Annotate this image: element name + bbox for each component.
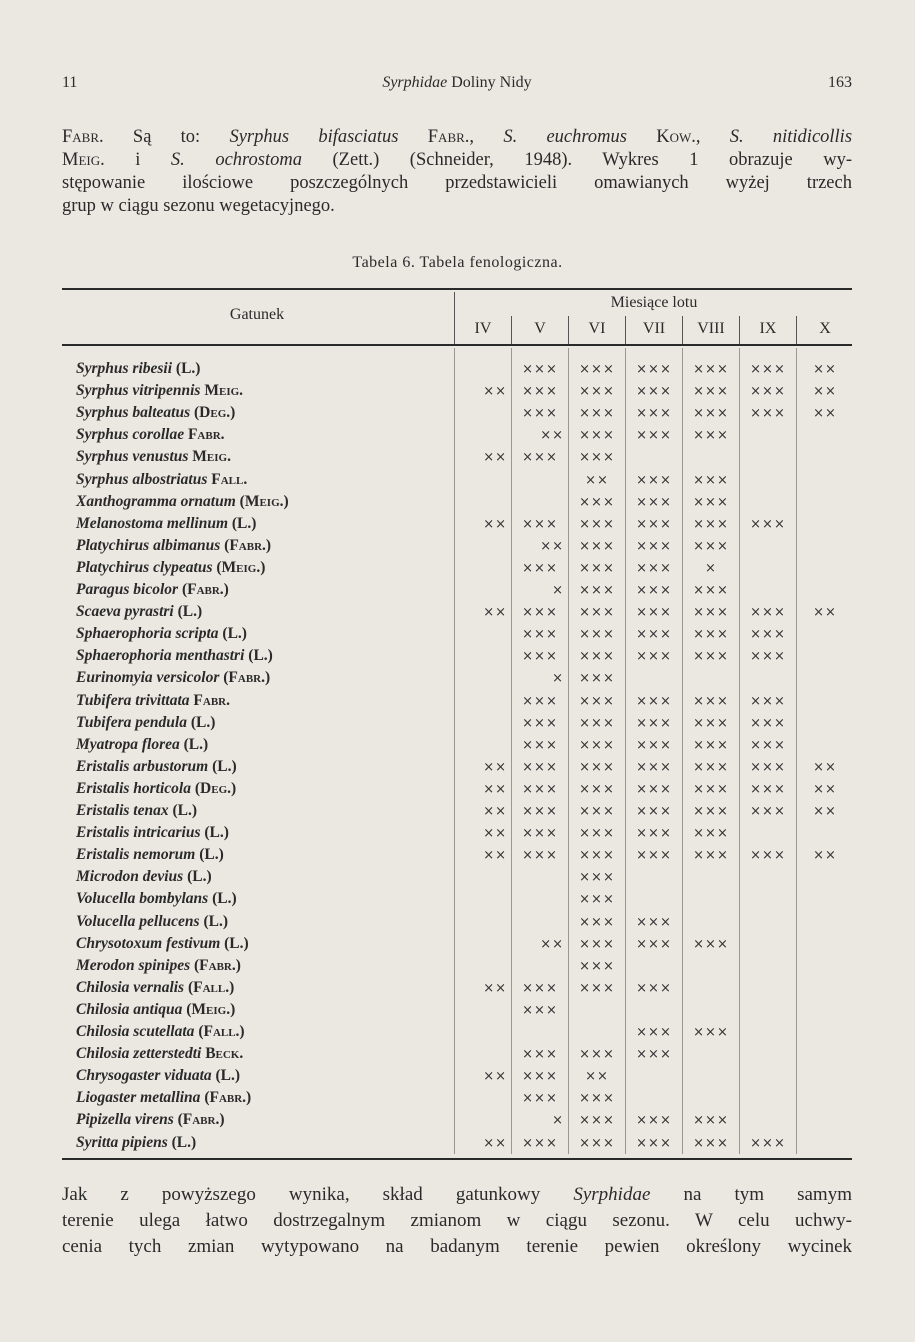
occurrence-mark: ×× xyxy=(483,1135,507,1151)
occurrence-mark: ×× xyxy=(813,362,837,377)
occurrence-mark: ××× xyxy=(579,958,615,974)
occurrence-mark: ×× xyxy=(813,759,837,775)
occurrence-mark: ××× xyxy=(636,1047,672,1063)
occurrence-mark: ××× xyxy=(693,1113,729,1129)
species-binomial: Platychirus clypeatus xyxy=(76,558,213,576)
page-number-left: 11 xyxy=(62,74,78,91)
species-author: Beck. xyxy=(205,1045,244,1063)
occurrence-mark: ××× xyxy=(579,560,615,576)
species-author: (L.) xyxy=(171,1133,197,1151)
outro-line-3: cenia tych zmian wytypowano na badanym terenie pewien określony wycinek xyxy=(62,1236,852,1257)
occurrence-mark: ××× xyxy=(693,781,729,797)
occurrence-mark: ××× xyxy=(579,671,615,687)
occurrence-mark: ××× xyxy=(522,560,558,576)
occurrence-mark: ××× xyxy=(522,362,558,377)
occurrence-mark: ××× xyxy=(579,980,615,996)
occurrence-mark: ××× xyxy=(693,848,729,864)
occurrence-mark: ××× xyxy=(636,494,672,510)
occurrence-mark: ××× xyxy=(579,804,615,819)
species-binomial: Syrphus albostriatus xyxy=(76,470,208,488)
occurrence-mark: ××× xyxy=(693,804,729,819)
occurrence-mark: ××× xyxy=(579,1113,615,1129)
occurrence-mark: ××× xyxy=(636,627,672,643)
occurrence-mark: ×× xyxy=(540,936,564,952)
species-name xyxy=(76,1023,245,1041)
intro-paragraph xyxy=(62,126,852,218)
occurrence-mark: ××× xyxy=(579,627,615,643)
species-binomial: Chrysotoxum festivum xyxy=(76,934,221,952)
species-author: (Meig.) xyxy=(239,492,289,510)
occurrence-mark: ××× xyxy=(579,362,615,377)
species-name xyxy=(76,935,249,953)
occurrence-mark: ××× xyxy=(636,759,672,775)
species-binomial: Eristalis arbustorum xyxy=(76,757,209,775)
occurrence-mark: ××× xyxy=(522,605,558,621)
occurrence-mark: ××× xyxy=(579,516,615,532)
occurrence-mark: ××× xyxy=(522,980,558,996)
occurrence-mark: ××× xyxy=(693,472,729,488)
occurrence-mark: ××× xyxy=(579,450,615,466)
occurrence-mark: ×× xyxy=(813,605,837,621)
month-header: VI xyxy=(588,320,606,337)
occurrence-mark: ××× xyxy=(750,1135,786,1151)
species-author: Meig. xyxy=(204,382,244,400)
occurrence-mark: ××× xyxy=(522,406,558,422)
occurrence-mark: × xyxy=(705,560,717,576)
running-header xyxy=(62,74,852,96)
species-name xyxy=(76,802,197,820)
species-name xyxy=(76,493,289,511)
occurrence-mark: ××× xyxy=(750,516,786,532)
occurrence-mark: ××× xyxy=(636,693,672,709)
occurrence-mark: ×× xyxy=(483,384,507,400)
occurrence-mark: × xyxy=(552,1113,564,1129)
occurrence-mark: ××× xyxy=(750,649,786,665)
occurrence-mark: ××× xyxy=(693,583,729,598)
species-binomial: Syrphus ribesii xyxy=(76,360,173,377)
occurrence-mark: ×× xyxy=(483,759,507,775)
occurrence-mark: ××× xyxy=(750,362,786,377)
species-author: (L.) xyxy=(175,360,201,377)
species-author: (L.) xyxy=(224,934,249,952)
species-binomial: Tubifera pendula xyxy=(76,713,187,731)
species-author: (L.) xyxy=(187,868,212,886)
occurrence-mark: ××× xyxy=(636,516,672,532)
species-name xyxy=(76,957,241,975)
occurrence-mark: ×× xyxy=(483,804,507,819)
occurrence-mark: × xyxy=(552,671,564,687)
occurrence-mark: ××× xyxy=(750,693,786,709)
occurrence-mark: ××× xyxy=(636,406,672,422)
species-name xyxy=(76,1089,251,1107)
species-author: Fabr. xyxy=(187,426,225,444)
occurrence-mark: × xyxy=(552,583,564,598)
occurrence-mark: ×× xyxy=(813,406,837,422)
species-name xyxy=(76,404,235,422)
occurrence-mark: ××× xyxy=(636,826,672,842)
occurrence-mark: ××× xyxy=(579,848,615,864)
month-header: VIII xyxy=(697,320,725,337)
species-binomial: Sphaerophoria scripta xyxy=(76,625,219,643)
occurrence-mark: ××× xyxy=(636,428,672,444)
species-name xyxy=(76,382,243,400)
species-name xyxy=(76,581,229,599)
outro-paragraph xyxy=(62,1182,852,1260)
occurrence-mark: ××× xyxy=(579,781,615,797)
occurrence-mark: ××× xyxy=(522,737,558,753)
species-binomial: Syrphus balteatus xyxy=(76,404,191,422)
occurrence-mark: ××× xyxy=(636,936,672,952)
occurrence-mark: ××× xyxy=(693,627,729,643)
species-name xyxy=(76,559,265,577)
occurrence-mark: ××× xyxy=(522,1047,558,1063)
occurrence-mark: ××× xyxy=(522,1135,558,1151)
outro-line-2: terenie ulega łatwo dostrzegalnym zmianom w ciągu sezonu. W celu uchwy- xyxy=(62,1210,852,1231)
species-binomial: Sphaerophoria menthastri xyxy=(76,647,245,665)
species-name xyxy=(76,515,256,533)
species-binomial: Xanthogramma ornatum xyxy=(76,492,236,510)
species-binomial: Volucella bombylans xyxy=(76,890,209,908)
occurrence-mark: ××× xyxy=(579,428,615,444)
species-author: (Fall.) xyxy=(198,1023,245,1040)
table-bottom-rule xyxy=(62,1158,852,1160)
occurrence-mark: ××× xyxy=(693,538,729,554)
occurrence-mark: ××× xyxy=(636,583,672,598)
occurrence-mark: ××× xyxy=(636,715,672,731)
occurrence-mark: ××× xyxy=(693,494,729,510)
occurrence-mark: ×× xyxy=(585,1069,609,1085)
species-author: (Meig.) xyxy=(186,1000,236,1018)
occurrence-mark: ××× xyxy=(636,848,672,864)
species-name xyxy=(76,669,270,687)
species-binomial: Volucella pellucens xyxy=(76,912,200,930)
species-name xyxy=(76,979,234,997)
occurrence-mark: ××× xyxy=(750,406,786,422)
species-binomial: Tubifera trivittata xyxy=(76,691,190,709)
species-author: Fabr. xyxy=(193,691,230,709)
species-binomial: Chilosia vernalis xyxy=(76,978,185,996)
month-header: X xyxy=(819,320,831,337)
occurrence-mark: ××× xyxy=(522,848,558,864)
occurrence-mark: ××× xyxy=(693,1135,729,1151)
occurrence-mark: ××× xyxy=(579,936,615,952)
occurrence-mark: ××× xyxy=(579,870,615,886)
occurrence-mark: ××× xyxy=(693,1025,729,1040)
species-author: Fall. xyxy=(211,470,248,488)
species-author: Meig. xyxy=(192,448,231,466)
occurrence-mark: ××× xyxy=(750,781,786,797)
occurrence-mark: ××× xyxy=(579,715,615,731)
species-column-header: Gatunek xyxy=(229,306,285,323)
species-author: (L.) xyxy=(222,625,247,643)
occurrence-mark: ××× xyxy=(693,384,729,400)
occurrence-mark: ××× xyxy=(750,605,786,621)
occurrence-mark: ××× xyxy=(579,1047,615,1063)
occurrence-mark: ××× xyxy=(522,781,558,797)
species-binomial: Scaeva pyrastri xyxy=(76,603,174,621)
running-title: Syrphidae Doliny Nidy xyxy=(382,74,532,91)
occurrence-mark: ××× xyxy=(579,1091,615,1107)
species-binomial: Eurinomyia versicolor xyxy=(76,669,220,687)
intro-line-2: Meig. i S. ochrostoma (Zett.) (Schneider, 1948). Wykres 1 obrazuje wy- xyxy=(62,150,852,170)
species-author: (L.) xyxy=(172,802,198,819)
species-binomial: Pipizella virens xyxy=(76,1111,174,1129)
species-binomial: Paragus bicolor xyxy=(76,581,179,598)
species-author: (Deg.) xyxy=(194,404,236,422)
species-name xyxy=(76,426,225,444)
occurrence-mark: ××× xyxy=(522,759,558,775)
occurrence-mark: ××× xyxy=(693,406,729,422)
occurrence-mark: ××× xyxy=(750,715,786,731)
species-author: (Fall.) xyxy=(187,978,235,996)
occurrence-mark: ××× xyxy=(750,737,786,753)
occurrence-mark: ×× xyxy=(483,1069,507,1085)
species-binomial: Eristalis intricarius xyxy=(76,824,201,842)
occurrence-mark: ××× xyxy=(693,759,729,775)
occurrence-mark: ××× xyxy=(693,715,729,731)
occurrence-mark: ××× xyxy=(522,1002,558,1018)
species-author: (L.) xyxy=(199,846,224,864)
occurrence-mark: ××× xyxy=(636,980,672,996)
month-column-divider xyxy=(454,348,455,1154)
page-number-right: 163 xyxy=(828,74,852,91)
occurrence-mark: ×× xyxy=(813,384,837,400)
occurrence-mark: ××× xyxy=(636,538,672,554)
species-name xyxy=(76,360,200,378)
species-name xyxy=(76,1111,225,1129)
species-name xyxy=(76,868,212,886)
species-binomial: Liogaster metallina xyxy=(76,1089,201,1107)
occurrence-mark: ××× xyxy=(522,826,558,842)
outro-line-1: Jak z powyższego wynika, skład gatunkowy Syrphidae na tym samym xyxy=(62,1184,852,1205)
occurrence-mark: ××× xyxy=(636,384,672,400)
occurrence-mark: ×× xyxy=(483,826,507,842)
species-binomial: Melanostoma mellinum xyxy=(76,514,229,532)
occurrence-mark: ×× xyxy=(813,848,837,864)
occurrence-mark: ××× xyxy=(522,649,558,665)
occurrence-mark: ××× xyxy=(636,649,672,665)
occurrence-mark: ××× xyxy=(636,1025,672,1040)
species-binomial: Chilosia scutellata xyxy=(76,1023,195,1040)
occurrence-mark: ××× xyxy=(636,605,672,621)
species-binomial: Microdon devius xyxy=(76,868,184,886)
occurrence-mark: ××× xyxy=(522,450,558,466)
occurrence-mark: ××× xyxy=(693,516,729,532)
occurrence-mark: ××× xyxy=(636,781,672,797)
occurrence-mark: ××× xyxy=(579,693,615,709)
occurrence-mark: ××× xyxy=(579,538,615,554)
table-caption: Tabela 6. Tabela fenologiczna. xyxy=(352,254,563,271)
occurrence-mark: ××× xyxy=(579,826,615,842)
occurrence-mark: ×× xyxy=(585,472,609,488)
species-binomial: Chrysogaster viduata xyxy=(76,1067,212,1085)
species-binomial: Eristalis horticola xyxy=(76,779,191,797)
species-name xyxy=(76,1134,196,1152)
species-name xyxy=(76,647,273,665)
occurrence-mark: ××× xyxy=(750,627,786,643)
species-name xyxy=(76,537,271,555)
species-author: (Deg.) xyxy=(194,779,237,797)
species-binomial: Syrphus corollae xyxy=(76,426,185,444)
occurrence-mark: ××× xyxy=(693,362,729,377)
month-header: V xyxy=(534,320,546,337)
intro-line-4: grup w ciągu sezonu wegetacyjnego. xyxy=(62,196,335,216)
months-column-header: Miesiące lotu xyxy=(610,294,698,311)
occurrence-mark: ××× xyxy=(522,715,558,731)
species-name xyxy=(76,846,224,864)
occurrence-mark: ××× xyxy=(693,428,729,444)
species-author: (L.) xyxy=(190,713,216,731)
occurrence-mark: ×× xyxy=(813,781,837,797)
species-binomial: Platychirus albimanus xyxy=(76,536,221,554)
occurrence-mark: ××× xyxy=(579,914,615,930)
occurrence-mark: ××× xyxy=(579,649,615,665)
occurrence-mark: ××× xyxy=(693,605,729,621)
occurrence-mark: ××× xyxy=(579,494,615,510)
species-name xyxy=(76,1001,235,1019)
species-name xyxy=(76,1067,240,1085)
occurrence-mark: ××× xyxy=(693,737,729,753)
table-header-rule xyxy=(62,344,852,346)
species-name xyxy=(76,780,236,798)
species-author: (L.) xyxy=(248,647,273,665)
species-author: (L.) xyxy=(212,890,237,908)
species-name xyxy=(76,448,231,466)
occurrence-mark: ××× xyxy=(522,804,558,819)
occurrence-mark: ××× xyxy=(693,826,729,842)
species-name xyxy=(76,471,247,489)
species-name xyxy=(76,603,202,621)
occurrence-mark: ××× xyxy=(579,583,615,598)
phenology-table xyxy=(62,288,852,1160)
species-binomial: Syrphus vitripennis xyxy=(76,382,201,400)
intro-line-1: Fabr. Są to: Syrphus bifasciatus Fabr., S. euchromus Kow., S. nitidicollis xyxy=(62,127,853,147)
occurrence-mark: ×× xyxy=(813,804,837,819)
species-author: (L.) xyxy=(183,735,209,753)
occurrence-mark: ××× xyxy=(579,892,615,908)
occurrence-mark: ××× xyxy=(636,804,672,819)
species-author: (L.) xyxy=(203,912,228,930)
species-name xyxy=(76,890,237,908)
species-name xyxy=(76,824,229,842)
occurrence-mark: ××× xyxy=(636,362,672,377)
table-top-rule xyxy=(62,288,852,290)
occurrence-mark: ××× xyxy=(636,1113,672,1129)
species-binomial: Chilosia antiqua xyxy=(76,1000,183,1018)
species-binomial: Syritta pipiens xyxy=(76,1133,168,1151)
species-name xyxy=(76,714,215,732)
species-name xyxy=(76,913,228,931)
species-author: (Fabr.) xyxy=(177,1111,225,1129)
species-author: (Fabr.) xyxy=(224,536,272,554)
occurrence-mark: ××× xyxy=(693,649,729,665)
occurrence-mark: ×× xyxy=(483,848,507,864)
occurrence-mark: ×× xyxy=(540,428,564,444)
occurrence-mark: ××× xyxy=(579,759,615,775)
species-name xyxy=(76,758,237,776)
species-binomial: Eristalis tenax xyxy=(76,802,169,819)
occurrence-mark: ××× xyxy=(750,384,786,400)
species-author: (L.) xyxy=(215,1067,241,1085)
month-column-divider xyxy=(796,348,797,1154)
occurrence-mark: ××× xyxy=(522,1091,558,1107)
occurrence-mark: ××× xyxy=(522,384,558,400)
species-binomial: Merodon spinipes xyxy=(76,956,191,974)
species-name xyxy=(76,625,247,643)
occurrence-mark: ××× xyxy=(522,693,558,709)
species-author: (L.) xyxy=(204,824,229,842)
occurrence-mark: ××× xyxy=(522,627,558,643)
occurrence-mark: ××× xyxy=(579,384,615,400)
occurrence-mark: ××× xyxy=(750,759,786,775)
species-author: (Meig.) xyxy=(216,558,266,576)
occurrence-mark: ×× xyxy=(483,605,507,621)
occurrence-mark: ××× xyxy=(636,737,672,753)
species-name xyxy=(76,692,230,710)
species-author: (L.) xyxy=(231,514,257,532)
occurrence-mark: ××× xyxy=(693,936,729,952)
occurrence-mark: ××× xyxy=(522,516,558,532)
species-binomial: Eristalis nemorum xyxy=(76,846,196,864)
occurrence-mark: ××× xyxy=(636,1135,672,1151)
intro-line-3: stępowanie ilościowe poszczególnych przedstawicieli omawianych wyżej trzech xyxy=(62,173,852,193)
species-binomial: Syrphus venustus xyxy=(76,448,189,466)
occurrence-mark: ××× xyxy=(579,737,615,753)
occurrence-mark: ××× xyxy=(636,560,672,576)
species-author: (Fabr.) xyxy=(181,581,229,598)
occurrence-mark: ××× xyxy=(636,914,672,930)
species-name xyxy=(76,736,208,754)
occurrence-mark: ××× xyxy=(522,1069,558,1085)
occurrence-mark: ××× xyxy=(579,406,615,422)
species-author: (Fabr.) xyxy=(194,956,241,974)
occurrence-mark: ××× xyxy=(750,804,786,819)
occurrence-mark: ××× xyxy=(636,472,672,488)
occurrence-mark: ×× xyxy=(483,781,507,797)
month-header: IV xyxy=(474,320,492,337)
occurrence-mark: ××× xyxy=(750,848,786,864)
species-author: (L.) xyxy=(212,757,237,775)
month-header: IX xyxy=(759,320,777,337)
species-author: (Fabr.) xyxy=(223,669,271,687)
occurrence-mark: ×× xyxy=(483,516,507,532)
species-binomial: Myatropa florea xyxy=(76,735,180,753)
species-binomial: Chilosia zetterstedti xyxy=(76,1045,202,1063)
species-name xyxy=(76,1045,243,1063)
occurrence-mark: ××× xyxy=(693,693,729,709)
occurrence-mark: ×× xyxy=(483,450,507,466)
species-author: (Fabr.) xyxy=(204,1089,252,1107)
species-author: (L.) xyxy=(177,603,203,621)
occurrence-mark: ×× xyxy=(540,538,564,554)
month-header: VII xyxy=(642,320,666,337)
occurrence-mark: ×× xyxy=(483,980,507,996)
occurrence-mark: ××× xyxy=(579,605,615,621)
occurrence-mark: ××× xyxy=(579,1135,615,1151)
